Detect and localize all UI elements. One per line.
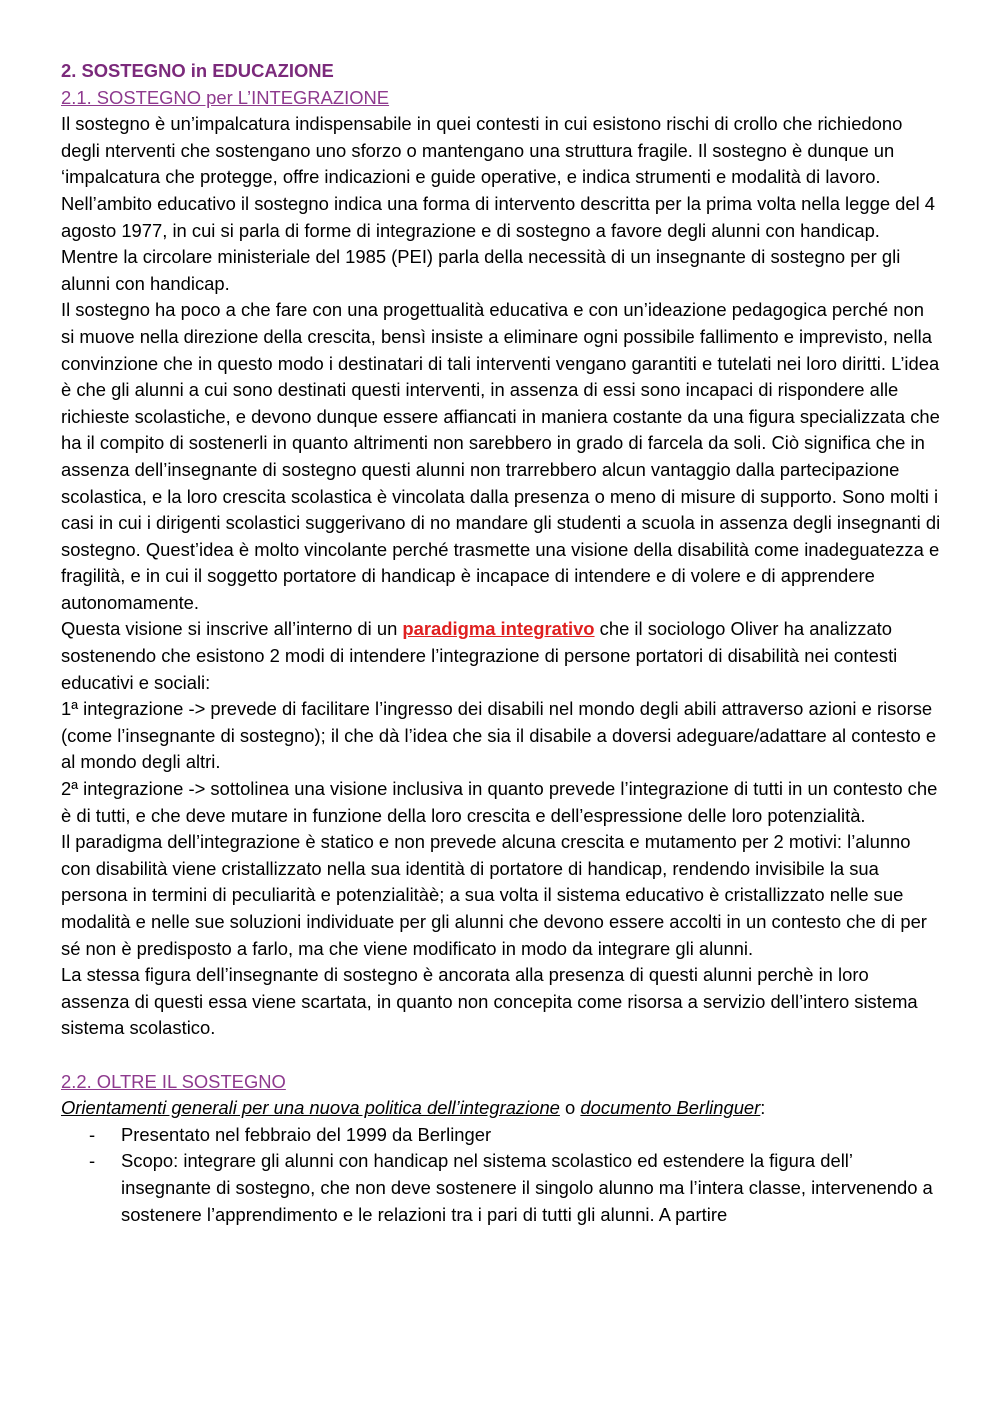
paragraph-text: che il sociologo Oliver ha analizzato sostenendo che esistono 2 modi di intendere l’integrazione di persone portatori di disabilità nei contesti educativi e sociali: bbox=[61, 618, 898, 693]
document-alt-title: documento Berlinguer bbox=[580, 1097, 761, 1119]
list-item-text: Scopo: integrare gli alunni con handicap nel sistema scolastico ed estendere la figura dell’ insegnante di sostegno, che non deve sostenere il singolo alunno ma l’intera classe, intervenendo a sostenere l’apprendimento e le relazioni tra i pari di tutti gli alunni. A partire bbox=[121, 1150, 933, 1225]
list-item bbox=[61, 1122, 941, 1149]
paragraph: Il sostegno ha poco a che fare con una progettualità educativa e con un’ideazione pedagogica perché non si muove nella direzione della crescita, bensì insiste a eliminare ogni possibile fallimento e imprevisto, nella convinzione che in questo modo i destinatari di tali interventi vengano garantiti e tutelati nei loro diritti. L’idea è che gli alunni a cui sono destinati questi interventi, in assenza di essi sono incapaci di rispondere alle richieste scolastiche, e devono dunque essere affiancati in maniera costante da una figura specializzata che ha il compito di sostenerli in quanto altrimenti non sarebbero in grado di farcela da soli. Ciò significa che in assenza dell’insegnante di sostegno questi alunni non trarrebbero alcun vantaggio dalla partecipazione scolastica, e la loro crescita scolastica è vincolata dalla presenza o meno di misure di supporto. Sono molti i casi in cui i dirigenti scolastici suggerivano di no mandare gli studenti a scuola in assenza degli insegnanti di sostegno. Quest’idea è molto vincolante perché trasmette una visione della disabilità come inadeguatezza e fragilità, e in cui il soggetto portatore di handicap è incapace di intendere e di volere e di apprendere autonomamente. bbox=[61, 299, 941, 613]
paragraph: Il paradigma dell’integrazione è statico e non prevede alcuna crescita e mutamento per 2 motivi: l’alunno con disabilità viene cristallizzato nella sua identità di portatore di handicap, rendendo invisibile la sua persona in termini di peculiarità e potenzialitàè; a sua volta il sistema educativo è cristallizzato nelle sue modalità e nelle sue soluzioni individuate per gli alunni che devono essere accolti in un contesto che di per sé non è predisposto a farlo, ma che viene modificato in modo da integrare gli alunni. bbox=[61, 831, 927, 959]
colon: : bbox=[760, 1097, 766, 1119]
paragraph bbox=[61, 616, 941, 696]
paragraph: 1ª integrazione -> prevede di facilitare l’ingresso dei disabili nel mondo degli abili attraverso azioni e risorse (come l’insegnante di sostegno); il che dà l’idea che sia il disabile a doversi adeguare/adattare al contesto e al mondo degli altri. bbox=[61, 698, 937, 773]
section-title-2-2: 2.2. OLTRE IL SOSTEGNO bbox=[61, 1070, 286, 1092]
paragraph: Il sostegno è un’impalcatura indispensabile in quei contesti in cui esistono rischi di crollo che richiedono degli nterventi che sostengano uno sforzo o mantengano una struttura fragile. Il sostegno è dunque un ‘impalcatura che protegge, offre indicazioni e guide operative, e indica strumenti e modalità di lavoro. bbox=[61, 113, 903, 188]
paradigma-integrativo-link[interactable]: paradigma integrativo bbox=[402, 618, 595, 640]
list-item-text: Presentato nel febbraio del 1999 da Berlinger bbox=[121, 1123, 492, 1145]
list-item bbox=[61, 1148, 941, 1228]
paragraph: Nell’ambito educativo il sostegno indica una forma di intervento descritta per la prima volta nella legge del 4 agosto 1977, in cui si parla di forme di integrazione e di sostegno a favore degli alunni con handicap. Mentre la circolare ministeriale del 1985 (PEI) parla della necessità di un insegnante di sostegno per gli alunni con handicap. bbox=[61, 192, 936, 294]
chapter-heading: 2. SOSTEGNO in EDUCAZIONE bbox=[61, 60, 334, 81]
bullet-list bbox=[61, 1122, 941, 1228]
dash-bullet: - bbox=[89, 1123, 96, 1145]
conjunction: o bbox=[559, 1097, 581, 1119]
document-title: Orientamenti generali per una nuova politica dell’integrazione bbox=[61, 1097, 560, 1119]
paragraph: 2ª integrazione -> sottolinea una visione inclusiva in quanto prevede l’integrazione di tutti in un contesto che è di tutti, e che deve mutare in funzione della loro crescita e dell’espressione delle loro potenzialità. bbox=[61, 778, 938, 826]
paragraph-text: Questa visione si inscrive all’interno di un bbox=[61, 618, 403, 640]
document-reference bbox=[61, 1095, 941, 1122]
section-title-2-1: 2.1. SOSTEGNO per L’INTEGRAZIONE bbox=[61, 86, 390, 108]
document-page bbox=[61, 58, 941, 1228]
spacer bbox=[61, 1042, 941, 1069]
paragraph: La stessa figura dell’insegnante di sostegno è ancorata alla presenza di questi alunni perchè in loro assenza di questi essa viene scartata, in quanto non concepita come risorsa a servizio dell’intero sistema sistema scolastico. bbox=[61, 964, 918, 1039]
dash-bullet: - bbox=[89, 1150, 96, 1172]
